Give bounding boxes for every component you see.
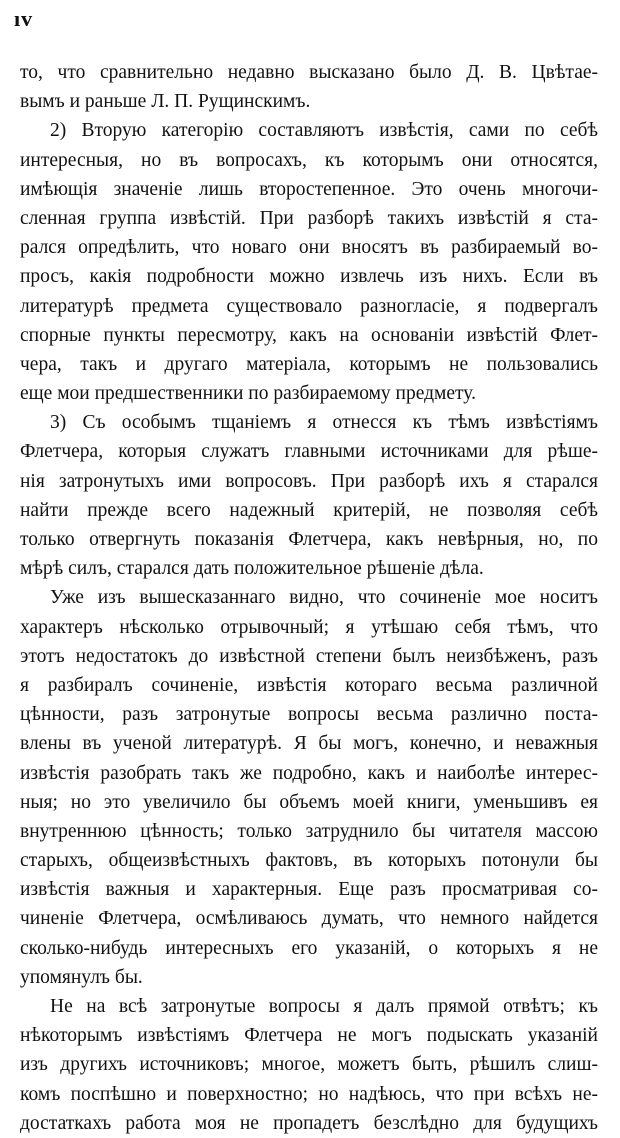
text-line: Флетчера, которыя служатъ главными источниками для рѣше-: [20, 441, 598, 463]
text-line: найти прежде всего надежный критерій, не позволяя себѣ: [20, 499, 598, 521]
text-line: вымъ и раньше Л. П. Рущинскимъ.: [20, 91, 311, 113]
text-line: только отвергнуть показанія Флетчера, какъ невѣрныя, но, по: [20, 529, 598, 550]
text-line: внутреннюю цѣнность; только затруднило бы читателя массою: [20, 820, 598, 842]
text-line: литературѣ предмета существовало разногласіе, я подвергалъ: [20, 295, 598, 317]
text-line: извѣстія разобрать такъ же подробно, какъ и наиболѣе интерес-: [20, 762, 598, 784]
text-line: влены въ ученой литературѣ. Я бы могъ, конечно, и неважныя: [20, 733, 598, 755]
text-line: ныя; но это увеличило бы объемъ моей книги, уменьшивъ ея: [20, 791, 598, 813]
paragraph: [20, 992, 598, 1138]
paragraph: [20, 408, 598, 583]
text-line: нѣкоторымъ извѣстіямъ Флетчера не могъ подыскать указаній: [20, 1025, 598, 1047]
text-line: я разбиралъ сочиненіе, извѣстія котораго весьма различной: [20, 674, 598, 696]
text-line: старыхъ, общеизвѣстныхъ фактовъ, въ которыхъ потонули бы: [20, 850, 598, 872]
text-line: комъ поспѣшно и поверхностно; но надѣюсь, что при всѣхъ не-: [20, 1083, 598, 1105]
paragraph: [20, 116, 598, 408]
text-line: цѣнности, разъ затронутые вопросы весьма различно поста-: [20, 704, 598, 726]
text-line: сленная группа извѣстій. При разборѣ такихъ извѣстій я ста-: [20, 207, 598, 229]
text-line: извѣстія важныя и характерныя. Еще разъ просматривая со-: [20, 879, 598, 901]
text-line: характеръ нѣсколько отрывочный; я утѣшаю себя тѣмъ, что: [20, 616, 598, 638]
text-line: просъ, какія подробности можно извлечь изъ нихъ. Если въ: [20, 266, 598, 288]
text-line: рался опредѣлить, что новаго они вносятъ въ разбираемый во-: [20, 237, 598, 259]
text-line: имѣющія значеніе лишь второстепенное. Это очень многочи-: [20, 178, 598, 200]
paragraph: [20, 583, 598, 992]
paragraph: [20, 58, 598, 116]
text-line: этотъ недостатокъ до извѣстной степени былъ неизбѣженъ, разъ: [20, 645, 598, 667]
text-line: то, что сравнительно недавно высказано было Д. В. Цвѣтае-: [20, 62, 598, 83]
text-line: спорные пункты пересмотру, какъ на основаніи извѣстій Флет-: [20, 324, 598, 346]
text-line: упомянулъ бы.: [20, 966, 143, 988]
text-line: интересныя, но въ вопросахъ, къ которымъ они относятся,: [20, 149, 598, 171]
text-line: чера, такъ и другаго матеріала, которымъ не пользовались: [20, 353, 598, 375]
body-text: [20, 58, 598, 1138]
text-line: Не на всѣ затронутые вопросы я далъ прямой отвѣтъ; къ: [50, 996, 598, 1017]
text-line: 3) Съ особымъ тщаніемъ я отнесся къ тѣмъ извѣстіямъ: [50, 412, 598, 434]
text-line: мѣрѣ силъ, старался дать положительное рѣшеніе дѣла.: [20, 558, 484, 580]
text-line: изъ другихъ источниковъ; многое, можетъ быть, рѣшилъ слиш-: [20, 1054, 598, 1076]
page-number: ıv: [14, 6, 34, 31]
text-line: 2) Вторую категорію составляютъ извѣстія, сами по себѣ: [50, 120, 598, 142]
text-line: сколько-нибудь интересныхъ его указаній, о которыхъ я не: [20, 937, 598, 959]
text-line: еще мои предшественники по разбираемому предмету.: [20, 383, 476, 405]
text-line: нія затронутыхъ ими вопросовъ. При разборѣ ихъ я старался: [20, 470, 598, 492]
text-line: чиненіе Флетчера, осмѣливаюсь думать, что немного найдется: [20, 908, 598, 930]
text-line: достаткахъ работа моя не пропадетъ безслѣдно для будущихъ: [20, 1112, 598, 1134]
text-line: Уже изъ вышесказаннаго видно, что сочиненіе мое носитъ: [50, 587, 598, 609]
